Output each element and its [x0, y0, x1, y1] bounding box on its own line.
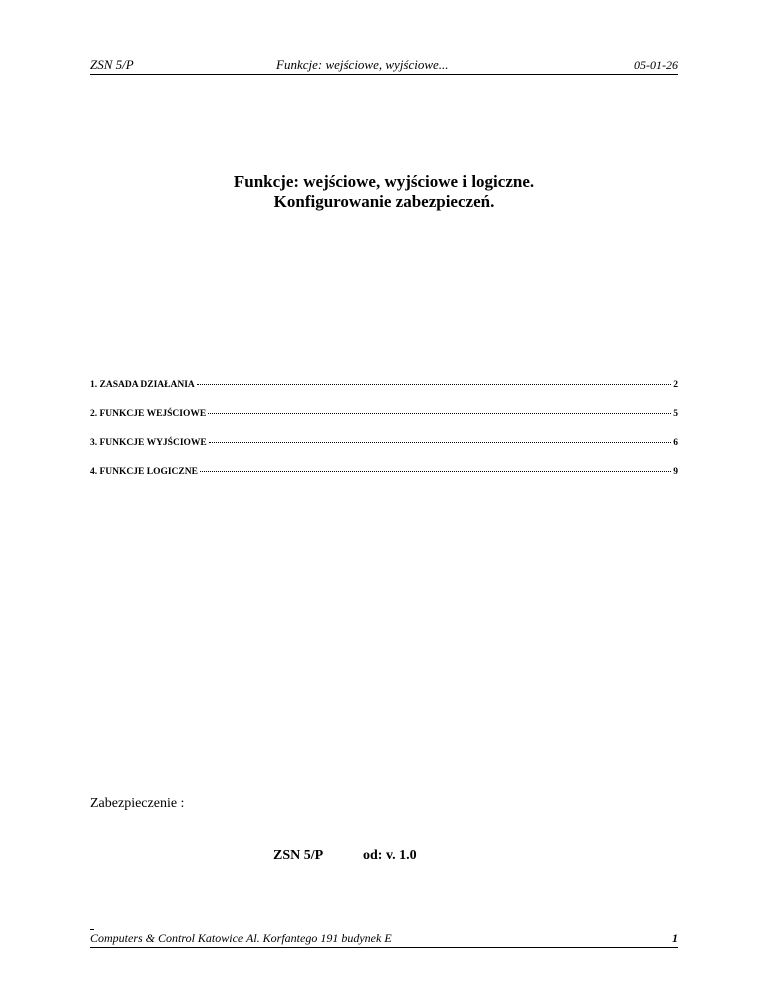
toc-dot-leader — [200, 471, 671, 472]
protection-device-name: ZSN 5/P — [273, 848, 324, 863]
protection-version: od: v. 1.0 — [363, 848, 417, 863]
document-title — [90, 172, 678, 212]
toc-entry-page: 6 — [673, 438, 678, 448]
protection-label: Zabezpieczenie : — [90, 796, 185, 811]
toc-entry-label: 4. FUNKCJE LOGICZNE — [90, 467, 198, 477]
toc-entry-label: 2. FUNKCJE WEJŚCIOWE — [90, 409, 207, 419]
header-document-title: Funkcje: wejściowe, wyjściowe... — [276, 57, 449, 72]
toc-entry-label: 3. FUNKCJE WYJŚCIOWE — [90, 438, 207, 448]
toc-entry[interactable] — [90, 465, 678, 494]
toc-entry-page: 5 — [673, 409, 678, 419]
title-line-1: Funkcje: wejściowe, wyjściowe i logiczne. — [233, 172, 535, 191]
header-date: 05-01-26 — [634, 58, 678, 72]
toc-dot-leader — [209, 442, 672, 443]
toc-dot-leader — [208, 413, 671, 414]
page-footer — [90, 930, 678, 948]
footer-company-address: Computers & Control Katowice Al. Korfantego 191 budynek E — [90, 931, 392, 945]
toc-entry-page: 9 — [673, 467, 678, 477]
toc-dot-leader — [197, 384, 671, 385]
table-of-contents — [90, 378, 678, 494]
header-device-name: ZSN 5/P — [90, 57, 134, 72]
title-line-2: Konfigurowanie zabezpieczeń. — [273, 192, 495, 211]
toc-entry[interactable] — [90, 378, 678, 407]
footer-page-number: 1 — [672, 931, 678, 945]
page-header — [90, 56, 678, 75]
toc-entry[interactable] — [90, 407, 678, 436]
toc-entry-label: 1. ZASADA DZIAŁANIA — [90, 380, 195, 390]
toc-entry[interactable] — [90, 436, 678, 465]
toc-entry-page: 2 — [673, 380, 678, 390]
